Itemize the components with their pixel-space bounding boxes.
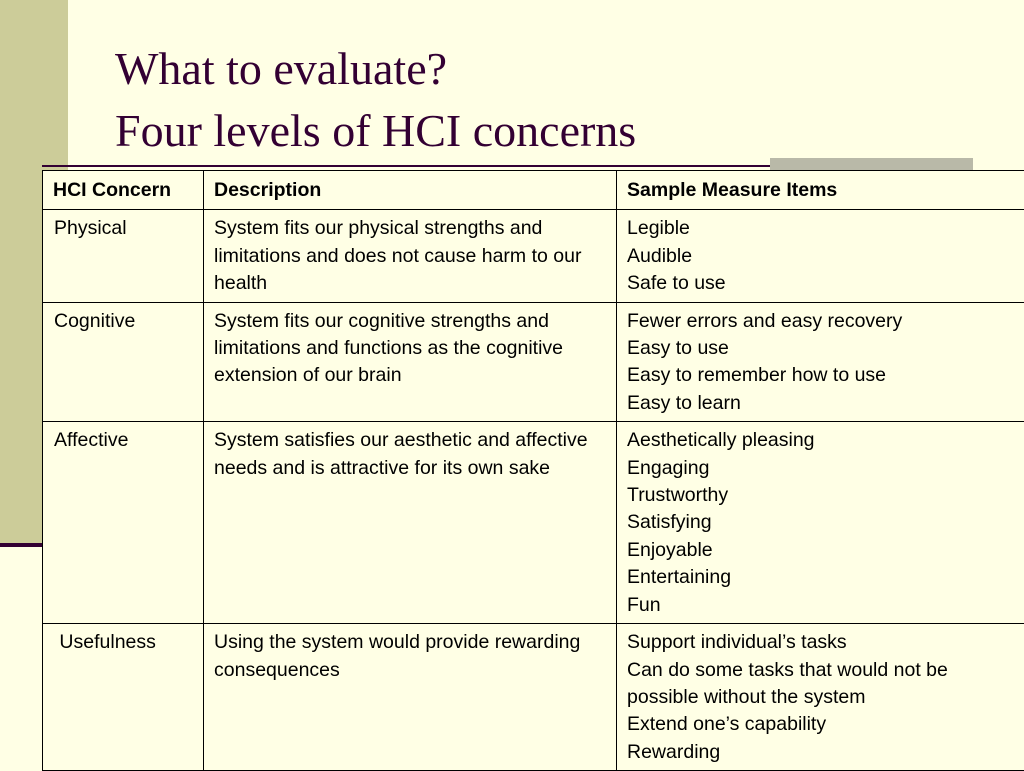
measures-cell	[617, 210, 1024, 302]
concern-cell: Usefulness	[43, 624, 204, 771]
measures-cell	[617, 302, 1024, 422]
header-hci-concern: HCI Concern	[43, 171, 204, 210]
title-line-1: What to evaluate?	[115, 38, 636, 100]
measure-item: Entertaining	[627, 564, 1014, 591]
measure-item: Fewer errors and easy recovery	[627, 308, 1014, 335]
measure-item: Engaging	[627, 455, 1014, 482]
description-cell: System fits our physical strengths and limitations and does not cause harm to our health	[204, 210, 617, 302]
measure-item: Audible	[627, 243, 1014, 270]
table-header-row	[43, 171, 1024, 210]
description-cell: System fits our cognitive strengths and limitations and functions as the cognitive extension of our brain	[204, 302, 617, 422]
measure-item: Easy to remember how to use	[627, 362, 1014, 389]
table-row-cognitive	[43, 302, 1024, 422]
slide-title	[115, 38, 636, 162]
measure-item: Easy to use	[627, 335, 1014, 362]
concern-cell: Cognitive	[43, 302, 204, 422]
measure-item: Fun	[627, 592, 1014, 619]
measure-item: Enjoyable	[627, 537, 1014, 564]
measure-item: Trustworthy	[627, 482, 1014, 509]
hci-concerns-table	[42, 170, 1024, 771]
table-row-affective	[43, 422, 1024, 624]
concern-cell: Affective	[43, 422, 204, 624]
measure-item: Legible	[627, 215, 1014, 242]
header-description: Description	[204, 171, 617, 210]
table-row-usefulness	[43, 624, 1024, 771]
description-cell: System satisfies our aesthetic and affective needs and is attractive for its own sake	[204, 422, 617, 624]
measure-item: Satisfying	[627, 509, 1014, 536]
measure-item: Easy to learn	[627, 390, 1014, 417]
measure-item: Aesthetically pleasing	[627, 427, 1014, 454]
measure-item: Safe to use	[627, 270, 1014, 297]
description-cell: Using the system would provide rewarding consequences	[204, 624, 617, 771]
title-line-2: Four levels of HCI concerns	[115, 100, 636, 162]
measure-item: Support individual’s tasks	[627, 629, 1014, 656]
measure-item: Extend one’s capability	[627, 711, 1014, 738]
measure-item: Can do some tasks that would not be possible without the system	[627, 657, 1014, 712]
header-sample-measure-items: Sample Measure Items	[617, 171, 1024, 210]
measures-cell	[617, 624, 1024, 771]
measures-cell	[617, 422, 1024, 624]
measure-item: Rewarding	[627, 739, 1014, 766]
title-underline	[42, 165, 770, 167]
table-row-physical	[43, 210, 1024, 302]
concern-cell: Physical	[43, 210, 204, 302]
